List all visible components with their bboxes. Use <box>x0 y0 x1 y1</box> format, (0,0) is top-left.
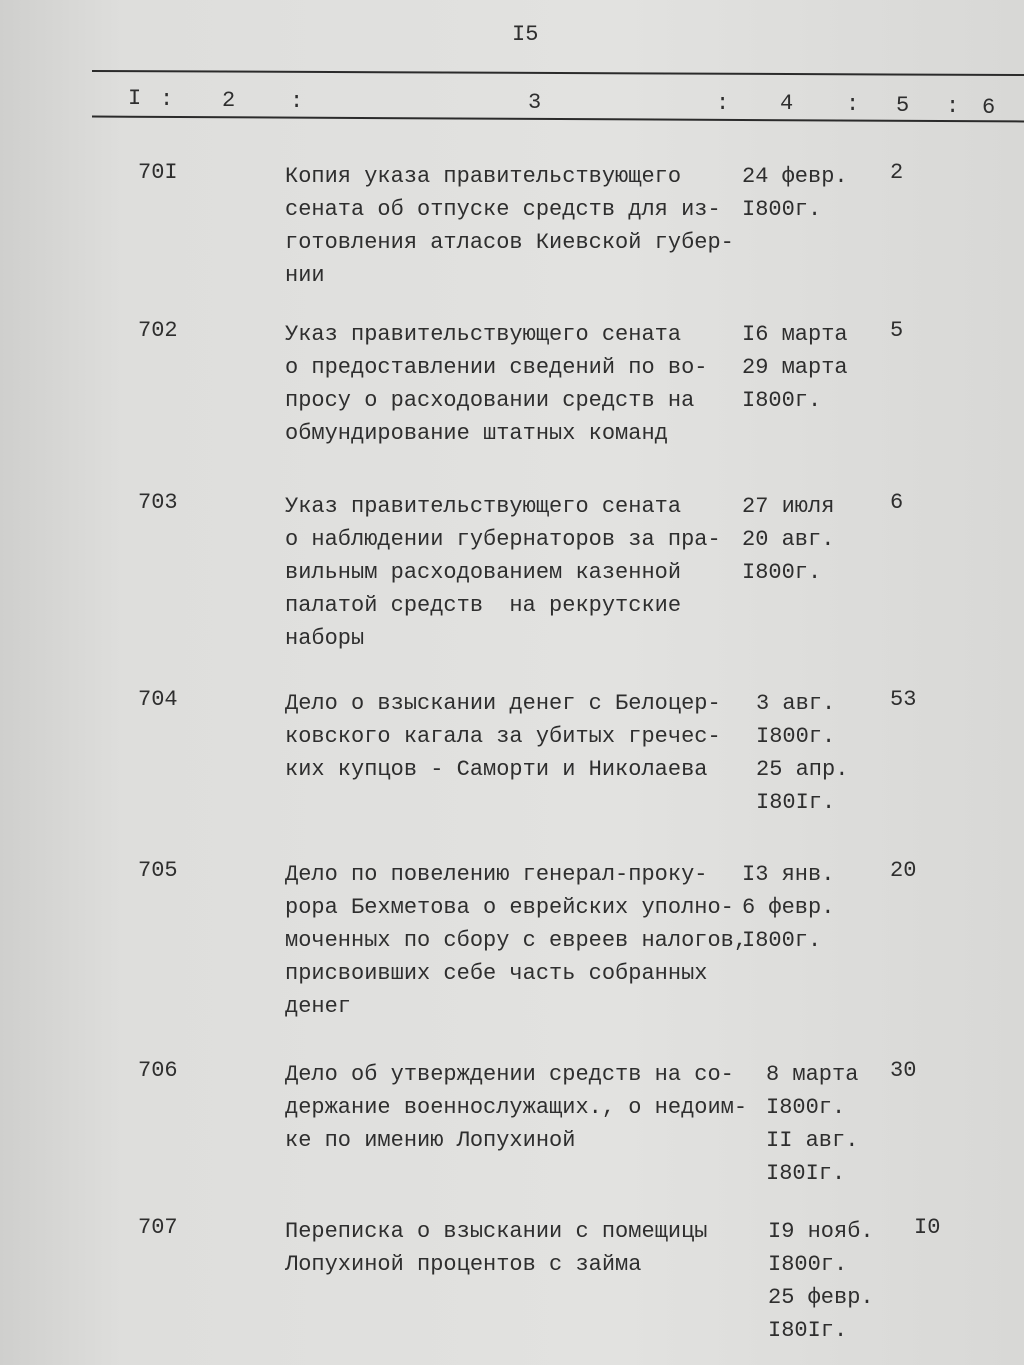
description-line: присвоивших себе часть собранных <box>285 961 708 986</box>
description-line: денег <box>285 994 352 1019</box>
description-line: наборы <box>285 626 365 651</box>
column-separator: : <box>946 94 960 120</box>
page-count: 5 <box>890 318 904 343</box>
description-line: Дело о взыскании денег с Белоцер- <box>285 691 721 716</box>
date-line: I800г. <box>768 1252 848 1277</box>
date-line: 6 февр. <box>742 895 835 920</box>
item-dates <box>742 318 848 417</box>
column-number: 5 <box>896 93 910 119</box>
page-count: 6 <box>890 490 904 515</box>
column-separator: : <box>846 92 860 118</box>
description-line: рора Бехметова о еврейских уполно- <box>285 895 734 920</box>
date-line: I9 нояб. <box>768 1219 874 1244</box>
item-number: 703 <box>138 490 178 515</box>
column-number: 6 <box>982 95 996 120</box>
date-line: 27 июля <box>742 494 835 519</box>
date-line: 3 авг. <box>756 691 836 716</box>
description-line: палатой средств на рекрутские <box>285 593 682 618</box>
item-number: 704 <box>138 687 178 712</box>
date-line: II авг. <box>766 1128 859 1153</box>
item-description <box>285 160 734 292</box>
item-number: 705 <box>138 858 178 883</box>
item-dates <box>742 858 834 957</box>
description-line: Указ правительствующего сената <box>285 494 682 519</box>
item-description <box>285 687 721 786</box>
page-count: 20 <box>890 858 917 883</box>
date-line: 25 апр. <box>756 757 849 782</box>
item-dates <box>742 490 834 589</box>
description-line: готовления атласов Киевской губер- <box>285 230 734 255</box>
page-number: I5 <box>512 22 539 47</box>
description-line: Копия указа правительствующего <box>285 164 682 189</box>
page-count: 53 <box>890 687 917 712</box>
description-line: ковского кагала за убитых гречес- <box>285 724 721 749</box>
item-number: 707 <box>138 1215 178 1240</box>
date-line: I800г. <box>742 560 822 585</box>
item-dates <box>742 160 848 226</box>
description-line: Переписка о взыскании с помещицы <box>285 1219 708 1244</box>
item-description <box>285 1215 707 1281</box>
description-line: держание военнослужащих., о недоим- <box>285 1095 748 1120</box>
date-line: I80Iг. <box>766 1161 846 1186</box>
column-separator: : <box>290 88 304 114</box>
column-number: 3 <box>528 89 542 115</box>
item-number: 70I <box>138 160 178 185</box>
description-line: Указ правительствующего сената <box>285 322 682 347</box>
page-count: I0 <box>914 1215 941 1240</box>
date-line: I800г. <box>742 197 822 222</box>
description-line: о предоставлении сведений по во- <box>285 355 708 380</box>
description-line: моченных по сбору с евреев налогов, <box>285 928 748 953</box>
date-line: I800г. <box>742 388 822 413</box>
description-line: Дело об утверждении средств на со- <box>285 1062 734 1087</box>
date-line: I6 марта <box>742 322 848 347</box>
column-number: 2 <box>222 87 236 113</box>
date-line: 8 марта <box>766 1062 859 1087</box>
description-line: просу о расходовании средств на <box>285 388 695 413</box>
item-dates <box>766 1058 858 1190</box>
item-dates <box>756 687 848 819</box>
date-line: 20 авг. <box>742 527 835 552</box>
date-line: I3 янв. <box>742 862 835 887</box>
description-line: сената об отпуске средств для из- <box>285 197 721 222</box>
date-line: 24 февр. <box>742 164 848 189</box>
header-rule-bottom <box>92 116 1024 123</box>
description-line: ких купцов - Саморти и Николаева <box>285 757 708 782</box>
description-line: вильным расходованием казенной <box>285 560 682 585</box>
date-line: I800г. <box>756 724 836 749</box>
column-number: 4 <box>780 91 794 117</box>
date-line: 25 февр. <box>768 1285 874 1310</box>
date-line: I80Iг. <box>768 1318 848 1343</box>
description-line: о наблюдении губернаторов за пра- <box>285 527 721 552</box>
item-description <box>285 318 707 450</box>
item-description <box>285 490 721 655</box>
item-dates <box>768 1215 874 1347</box>
description-line: нии <box>285 263 325 288</box>
description-line: обмундирование штатных команд <box>285 421 668 446</box>
page-count: 30 <box>890 1058 917 1083</box>
date-line: I80Iг. <box>756 790 836 815</box>
item-description <box>285 858 747 1023</box>
date-line: 29 марта <box>742 355 848 380</box>
item-number: 702 <box>138 318 178 343</box>
item-number: 706 <box>138 1058 178 1083</box>
column-number: I <box>128 86 142 111</box>
item-description <box>285 1058 747 1157</box>
description-line: Лопухиной процентов с займа <box>285 1252 642 1277</box>
date-line: I800г. <box>766 1095 846 1120</box>
header-rule-top <box>92 70 1024 76</box>
column-separator: : <box>160 86 174 112</box>
page-count: 2 <box>890 160 904 185</box>
description-line: ке по имению Лопухиной <box>285 1128 576 1153</box>
column-separator: : <box>716 90 730 116</box>
description-line: Дело по повелению генерал-проку- <box>285 862 708 887</box>
date-line: I800г. <box>742 928 822 953</box>
